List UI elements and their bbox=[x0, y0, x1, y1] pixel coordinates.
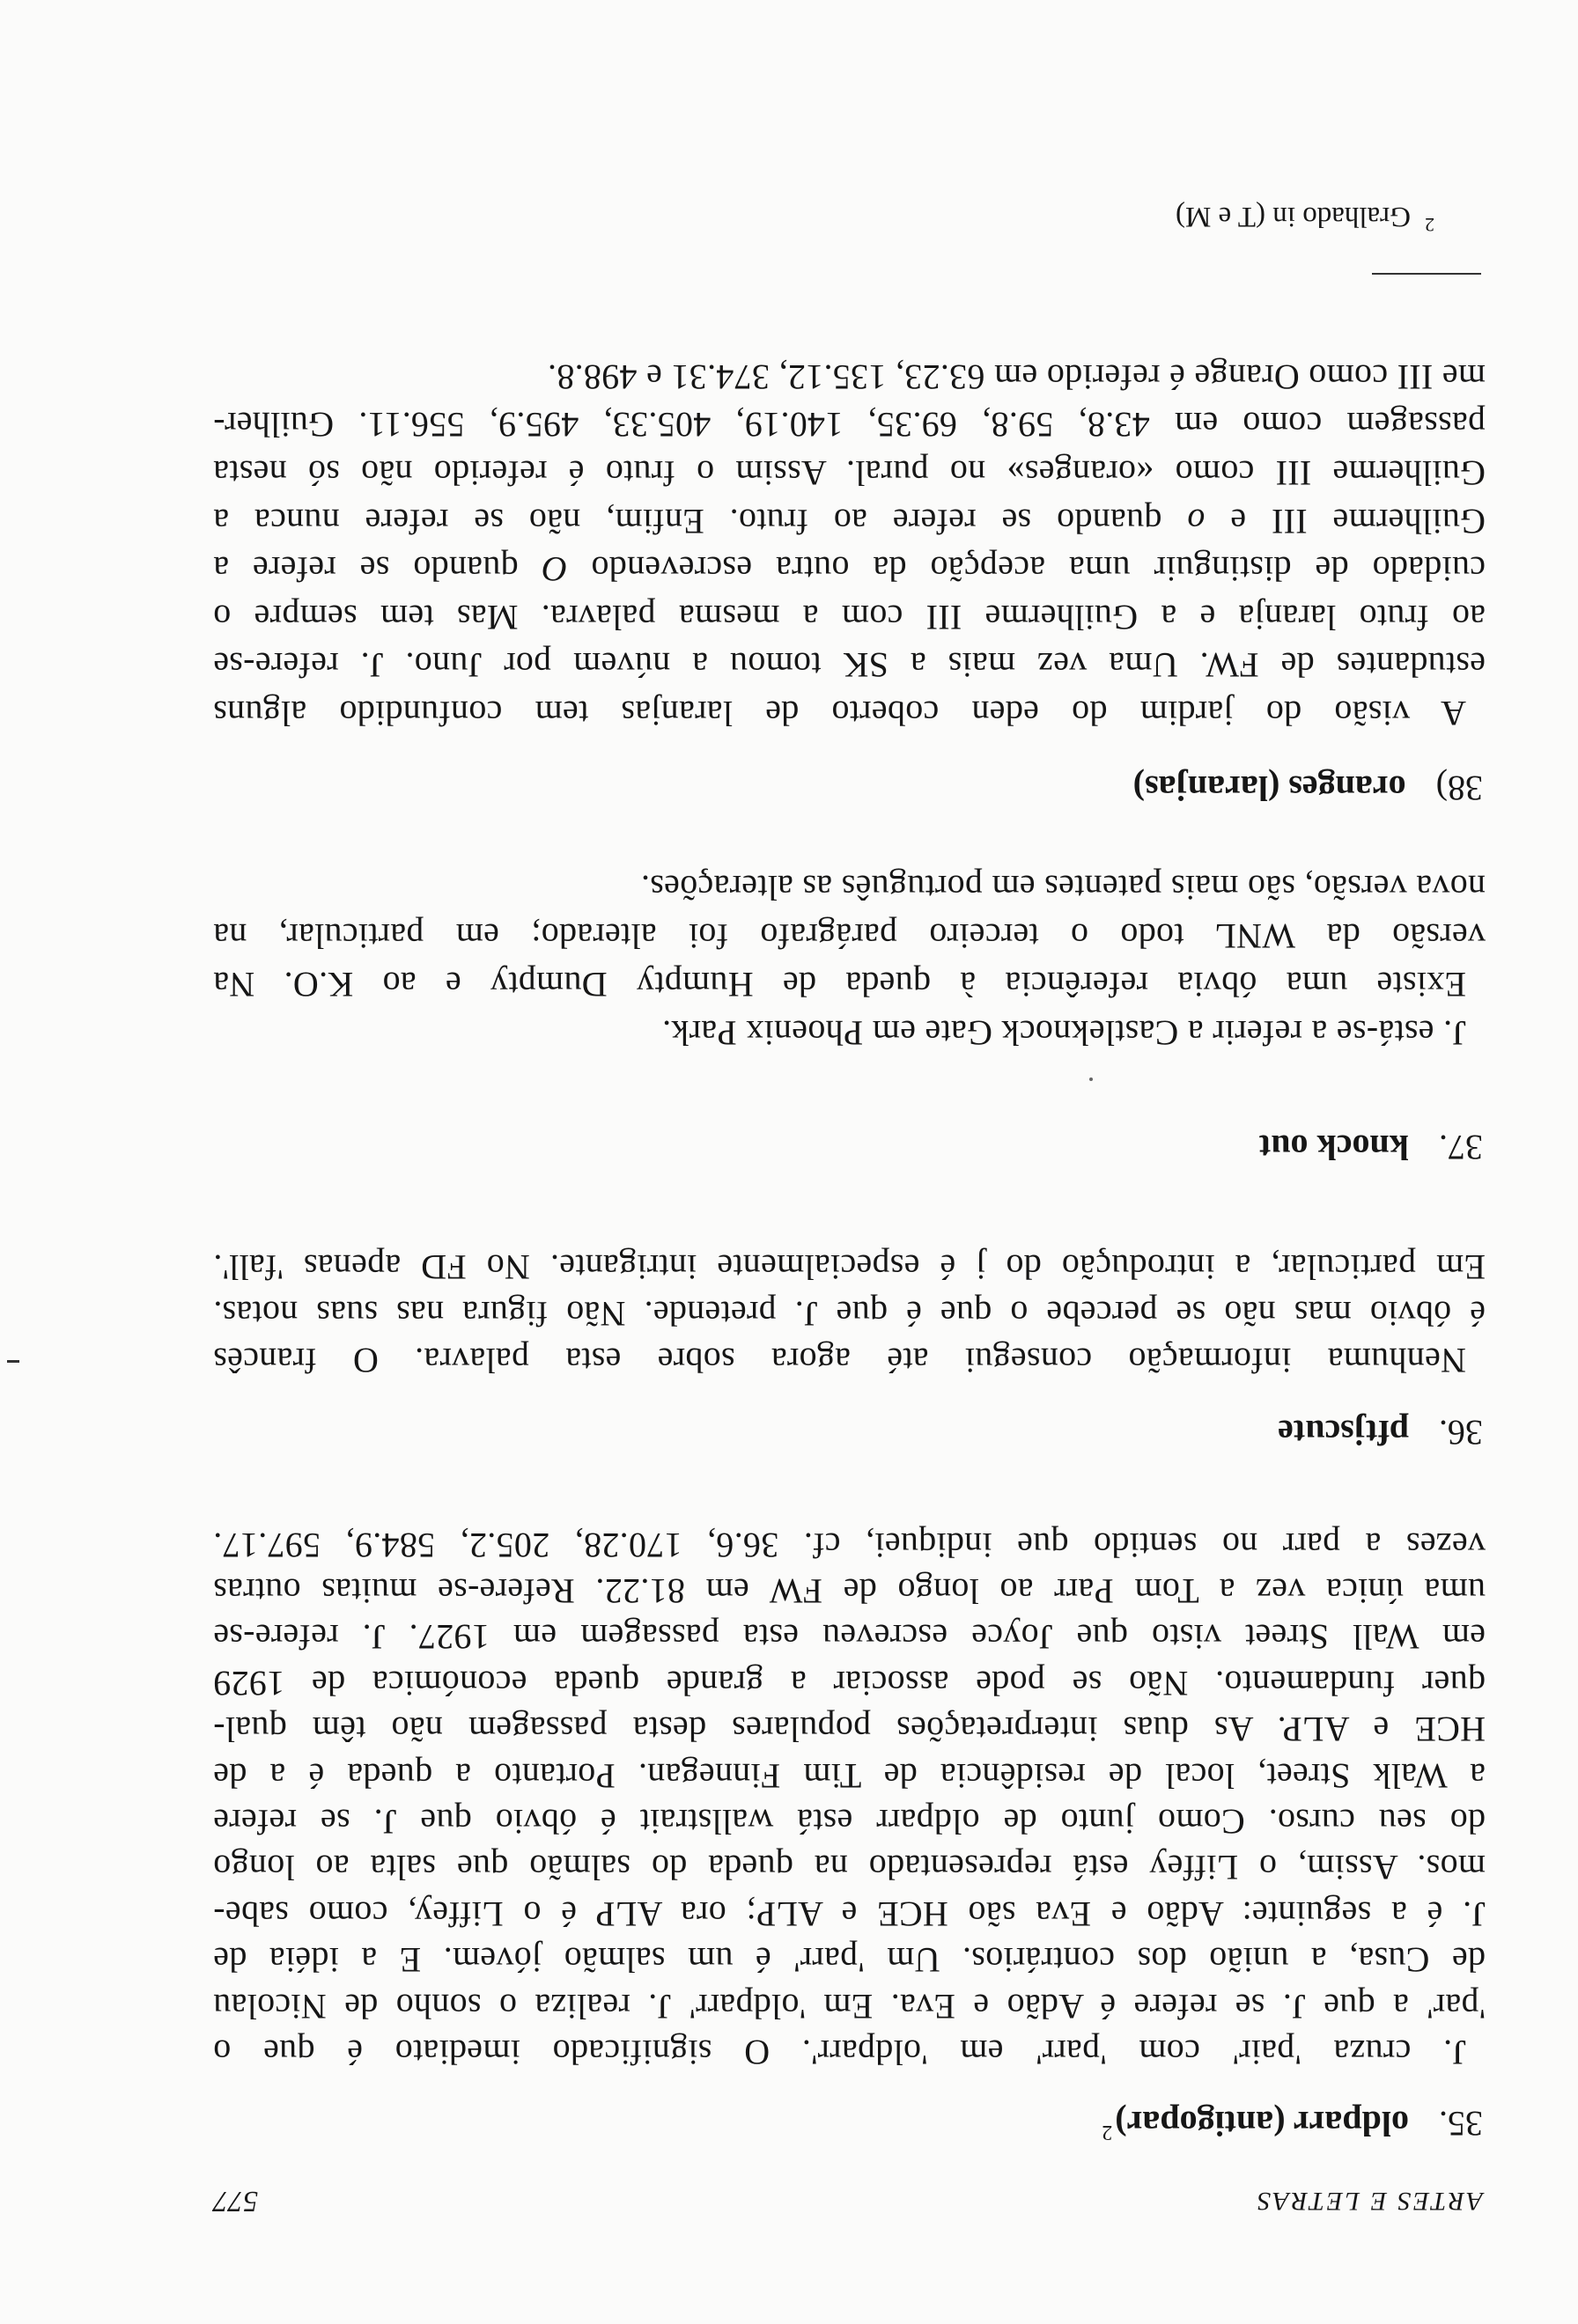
entry-heading bbox=[213, 765, 1483, 811]
footnote-text: Gralhado in (T e M) bbox=[1176, 201, 1411, 232]
text-line: nova versão, são mais patentes em português as alterações. bbox=[640, 868, 1486, 908]
running-header bbox=[213, 2179, 1483, 2223]
text-line bbox=[213, 496, 1486, 545]
text-line: ao fruto laranja e a Guilherme III com a mesma palavra. Mas tem sempre o bbox=[213, 597, 1486, 637]
text-line: Em particular, a introdução do j é especialmente intrigante. No FD apenas 'fall'. bbox=[213, 1247, 1486, 1287]
text-segment: Guilherme III e bbox=[1205, 501, 1486, 541]
scan-mark bbox=[7, 1360, 19, 1363]
entry-body bbox=[213, 1521, 1486, 2075]
entry-heading bbox=[213, 1409, 1483, 1455]
text-line: quer fundamento. Não se pode associar a grande queda económica de 1929 bbox=[213, 1663, 1486, 1703]
entry-number: 38) bbox=[1435, 769, 1483, 808]
footnote-marker: 2 bbox=[1425, 214, 1434, 236]
italic-letter: o bbox=[1187, 501, 1206, 541]
footnote-divider bbox=[1372, 273, 1481, 275]
entry-term: knock out bbox=[1258, 1128, 1409, 1167]
text-line: HCE e ALP. As duas interpretações populares desta passagem não têm qual- bbox=[213, 1710, 1486, 1750]
entry-term: pftjscute bbox=[1278, 1413, 1409, 1452]
entry-body bbox=[213, 1244, 1486, 1384]
text-line: J. é a seguinte: Adão e Eva são HCE e ALP; ora ALP é o Liffey, como sabe- bbox=[213, 1894, 1486, 1934]
scan-mark bbox=[1089, 1077, 1093, 1081]
text-line: vezes a parr no sentido que indiquei, cf. 36.6, 170.28, 205.2, 584.9, 597.17. bbox=[213, 1525, 1486, 1565]
text-segment: cuidado de distinguir uma acepção da outra escrevendo bbox=[567, 549, 1486, 590]
entry-heading bbox=[213, 1124, 1483, 1170]
text-line: Guilherme III como «oranges» no pural. Assim o fruto é referido não só nesta bbox=[213, 453, 1486, 494]
entry-body bbox=[213, 352, 1486, 737]
text-line bbox=[213, 545, 1486, 593]
text-line: 'par' a que J. se refere é Adão e Eva. Em 'oldparr' J. realiza o sonho de Nicolau bbox=[213, 1986, 1486, 2026]
text-segment: quando se refere ao fruto. Enfim, não se refere nunca a bbox=[213, 501, 1188, 541]
text-line: uma única vez a Tom Parr ao longo de FW em 81.22. Refere-se muitas outras bbox=[213, 1570, 1486, 1611]
entry-body bbox=[213, 864, 1486, 1057]
entry-number: 37. bbox=[1439, 1128, 1483, 1167]
text-line: me III como Orange é referido em 63.23, 135.12, 374.31 e 498.8. bbox=[547, 357, 1486, 397]
text-line: estudantes de FW. Uma vez mais a SK tomou a núvem por Juno. J. refere-se bbox=[213, 645, 1486, 686]
page-number: 577 bbox=[213, 2185, 258, 2217]
text-line: mos. Assim, o Liffey está representado na queda do salmão que salta ao longo bbox=[213, 1848, 1486, 1888]
text-line: versão da WNL todo o terceiro parágrafo foi alterado; em particular, na bbox=[213, 916, 1486, 956]
running-title: ARTES E LETRAS bbox=[1255, 2187, 1483, 2216]
text-line: em Wall Street visto que Joyce escreveu esta passagem em 1927. J. refere-se bbox=[213, 1617, 1486, 1658]
text-line: Nenhuma informação consegui até agora sobre esta palavra. O francês bbox=[213, 1341, 1466, 1380]
text-line: A visão do jardim do eden coberto de laranjas tem confundido alguns bbox=[213, 694, 1466, 733]
footnote-reference: 2 bbox=[1102, 2121, 1113, 2144]
text-line: de Cusa, a união dos contrários. Um 'parr' é um salmão jóvem. E a idéia de bbox=[213, 1940, 1486, 1981]
text-line: J. está-se a referir a Castleknock Gate em Phoenix Park. bbox=[661, 1013, 1466, 1053]
italic-letter: O bbox=[542, 549, 568, 590]
entry-term: oranges (laranjas) bbox=[1132, 769, 1406, 808]
text-line: é óbvio mas não se percebe o que é que J. pretende. Não figura nas suas notas. bbox=[213, 1294, 1486, 1334]
text-line: Existe uma óbvia referência à queda de Humpty Dumpty e ao K.O. Na bbox=[213, 965, 1466, 1004]
entry-number: 36. bbox=[1439, 1413, 1483, 1452]
entry-term: oldparr (antigopar) bbox=[1115, 2104, 1409, 2144]
text-line: do seu curso. Como junto de oldparr está wallstrait é óbvio que J. se refere bbox=[213, 1801, 1486, 1842]
entry-number: 35. bbox=[1439, 2104, 1483, 2144]
text-line: J. cruza 'pair' com 'parr' em 'oldparr'. O significado imediato é que o bbox=[213, 2033, 1466, 2072]
text-segment: quando se refere a bbox=[213, 549, 542, 590]
entry-heading bbox=[213, 2100, 1483, 2146]
footnote bbox=[1176, 201, 1434, 242]
text-line: a Walk Street, local de residência de Tim Finnegan. Portanto a queda é a de bbox=[213, 1755, 1486, 1796]
text-line: passagem como em 43.8, 59.8, 69.35, 140.19, 405.33, 495.9, 556.11. Guilher- bbox=[213, 405, 1486, 445]
